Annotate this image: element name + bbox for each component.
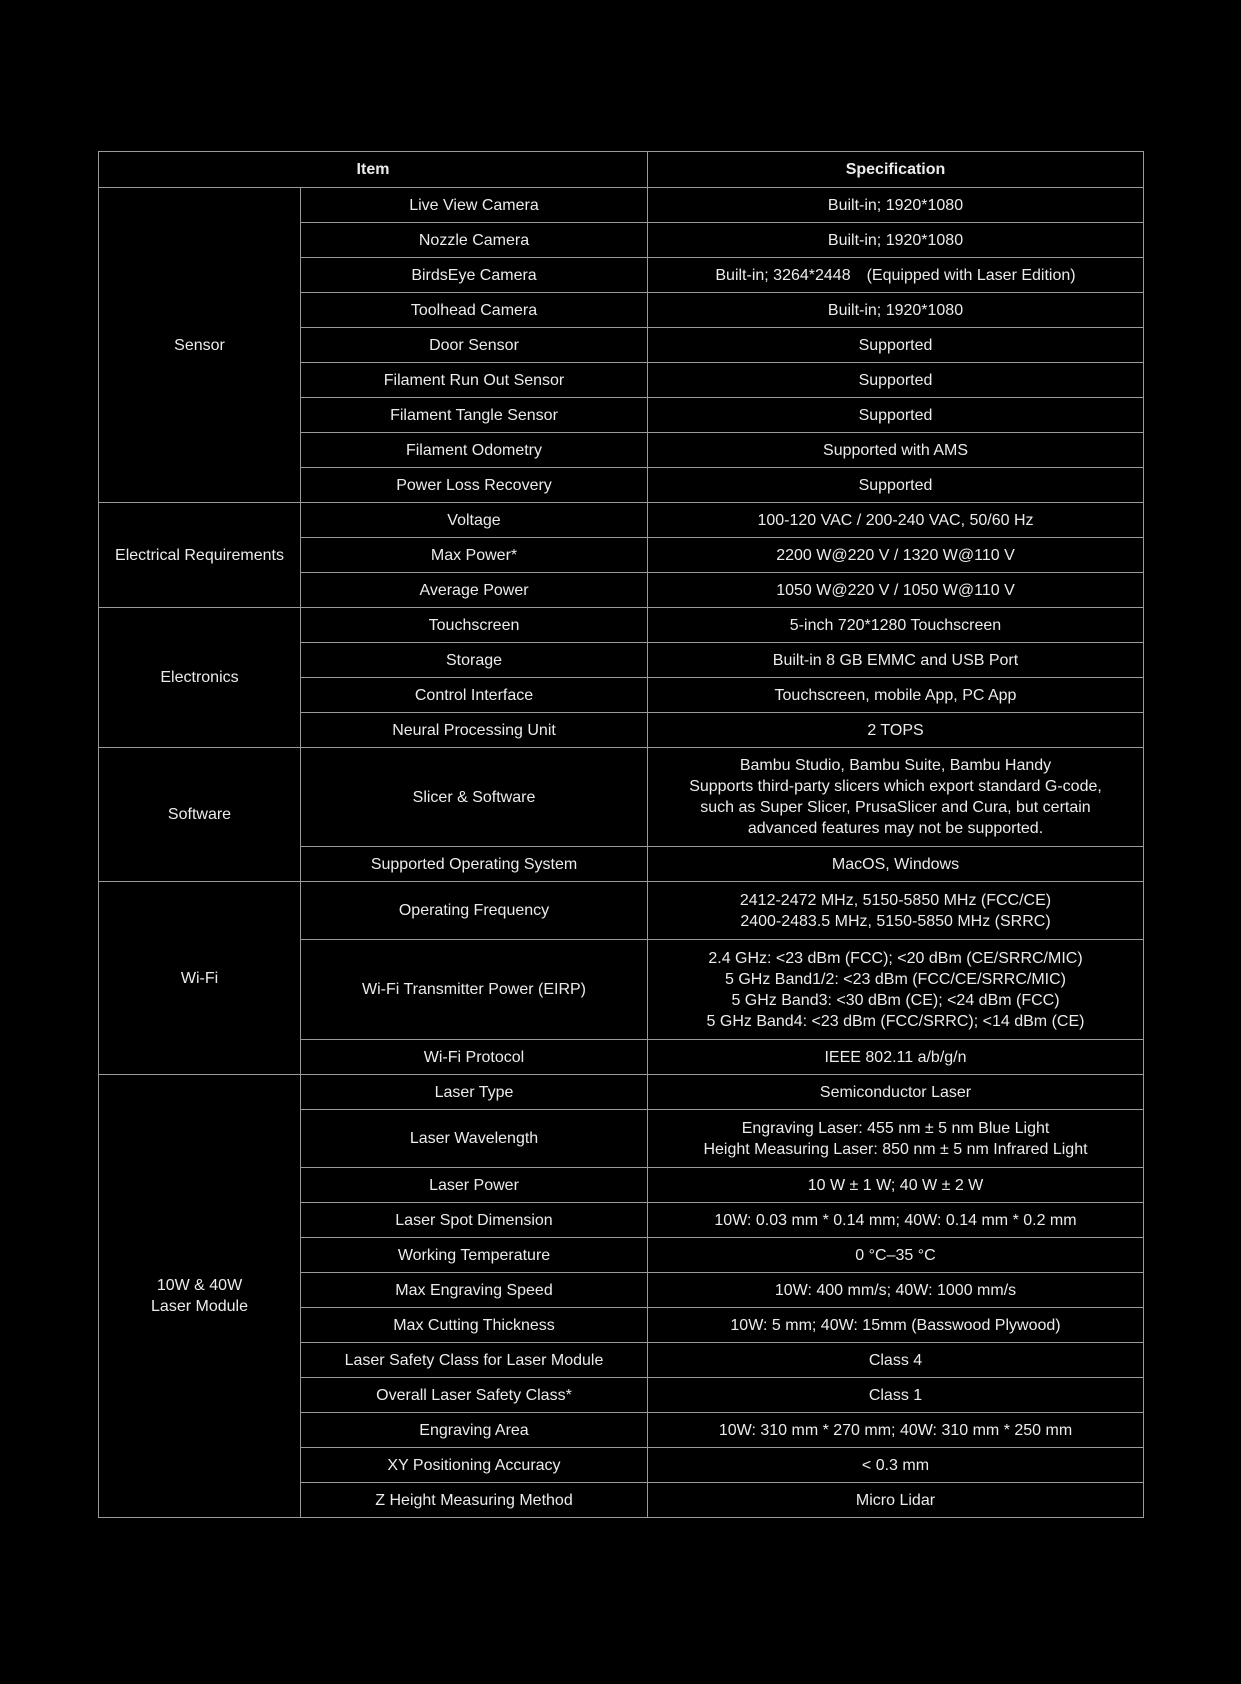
item-header: Item (99, 152, 648, 188)
group-label: Software (99, 748, 301, 882)
item-cell: Touchscreen (301, 608, 648, 643)
spec-cell: Supported (648, 328, 1144, 363)
item-cell: Working Temperature (301, 1238, 648, 1273)
item-cell: Supported Operating System (301, 847, 648, 882)
spec-cell: Engraving Laser: 455 nm ± 5 nm Blue Light Height Measuring Laser: 850 nm ± 5 nm Infrared Light (648, 1110, 1144, 1168)
spec-cell: 2.4 GHz: <23 dBm (FCC); <20 dBm (CE/SRRC/MIC) 5 GHz Band1/2: <23 dBm (FCC/CE/SRRC/MIC) 5 GHz Band3: <30 dBm (CE); <24 dBm (FCC) 5 GHz Band4: <23 dBm (FCC/SRRC); <14 dBm (CE) (648, 940, 1144, 1040)
spec-cell: 2 TOPS (648, 713, 1144, 748)
spec-table (98, 151, 1144, 1518)
table-row (99, 748, 1144, 847)
spec-cell: Bambu Studio, Bambu Suite, Bambu Handy Supports third-party slicers which export standard G-code, such as Super Slicer, PrusaSlicer and Cura, but certain advanced features may not be supported. (648, 748, 1144, 847)
item-cell: Neural Processing Unit (301, 713, 648, 748)
item-cell: Control Interface (301, 678, 648, 713)
item-cell: Laser Power (301, 1168, 648, 1203)
spec-cell: Touchscreen, mobile App, PC App (648, 678, 1144, 713)
table-row (99, 503, 1144, 538)
item-cell: Power Loss Recovery (301, 468, 648, 503)
spec-cell: 5-inch 720*1280 Touchscreen (648, 608, 1144, 643)
group-label: 10W & 40W Laser Module (99, 1075, 301, 1518)
group-label: Wi-Fi (99, 882, 301, 1075)
item-cell: Filament Run Out Sensor (301, 363, 648, 398)
item-cell: Operating Frequency (301, 882, 648, 940)
spec-cell: MacOS, Windows (648, 847, 1144, 882)
item-cell: Z Height Measuring Method (301, 1483, 648, 1518)
spec-cell: Built-in; 1920*1080 (648, 188, 1144, 223)
table-header (99, 152, 1144, 188)
item-cell: Laser Wavelength (301, 1110, 648, 1168)
spec-cell: Micro Lidar (648, 1483, 1144, 1518)
item-cell: BirdsEye Camera (301, 258, 648, 293)
group-label: Electronics (99, 608, 301, 748)
item-cell: Max Engraving Speed (301, 1273, 648, 1308)
item-cell: Max Power* (301, 538, 648, 573)
item-cell: Wi-Fi Protocol (301, 1040, 648, 1075)
table-row (99, 1075, 1144, 1110)
spec-cell: Class 1 (648, 1378, 1144, 1413)
spec-cell: Supported with AMS (648, 433, 1144, 468)
table-row (99, 188, 1144, 223)
specification-header: Specification (648, 152, 1144, 188)
spec-cell: Built-in; 1920*1080 (648, 223, 1144, 258)
spec-cell: 0 °C–35 °C (648, 1238, 1144, 1273)
spec-cell: Class 4 (648, 1343, 1144, 1378)
spec-cell: Supported (648, 363, 1144, 398)
spec-cell: Built-in 8 GB EMMC and USB Port (648, 643, 1144, 678)
item-cell: XY Positioning Accuracy (301, 1448, 648, 1483)
spec-cell: Built-in; 1920*1080 (648, 293, 1144, 328)
item-cell: Average Power (301, 573, 648, 608)
spec-cell: Supported (648, 398, 1144, 433)
item-cell: Overall Laser Safety Class* (301, 1378, 648, 1413)
table-row (99, 608, 1144, 643)
item-cell: Laser Spot Dimension (301, 1203, 648, 1238)
spec-cell: 100-120 VAC / 200-240 VAC, 50/60 Hz (648, 503, 1144, 538)
spec-cell: 10W: 400 mm/s; 40W: 1000 mm/s (648, 1273, 1144, 1308)
group-label: Electrical Requirements (99, 503, 301, 608)
item-cell: Storage (301, 643, 648, 678)
spec-cell: 10 W ± 1 W; 40 W ± 2 W (648, 1168, 1144, 1203)
item-cell: Door Sensor (301, 328, 648, 363)
item-cell: Max Cutting Thickness (301, 1308, 648, 1343)
item-cell: Filament Odometry (301, 433, 648, 468)
header-row (99, 152, 1144, 188)
spec-cell: Semiconductor Laser (648, 1075, 1144, 1110)
spec-cell: 10W: 310 mm * 270 mm; 40W: 310 mm * 250 mm (648, 1413, 1144, 1448)
spec-cell: 10W: 0.03 mm * 0.14 mm; 40W: 0.14 mm * 0.2 mm (648, 1203, 1144, 1238)
item-cell: Laser Type (301, 1075, 648, 1110)
spec-cell: 1050 W@220 V / 1050 W@110 V (648, 573, 1144, 608)
item-cell: Filament Tangle Sensor (301, 398, 648, 433)
item-cell: Voltage (301, 503, 648, 538)
item-cell: Toolhead Camera (301, 293, 648, 328)
spec-cell: 10W: 5 mm; 40W: 15mm (Basswood Plywood) (648, 1308, 1144, 1343)
item-cell: Nozzle Camera (301, 223, 648, 258)
spec-cell: 2412-2472 MHz, 5150-5850 MHz (FCC/CE) 2400-2483.5 MHz, 5150-5850 MHz (SRRC) (648, 882, 1144, 940)
item-cell: Engraving Area (301, 1413, 648, 1448)
item-cell: Live View Camera (301, 188, 648, 223)
spec-cell: 2200 W@220 V / 1320 W@110 V (648, 538, 1144, 573)
spec-cell: Built-in; 3264*2448 (Equipped with Laser Edition) (648, 258, 1144, 293)
spec-cell: Supported (648, 468, 1144, 503)
group-label: Sensor (99, 188, 301, 503)
item-cell: Laser Safety Class for Laser Module (301, 1343, 648, 1378)
spec-cell: IEEE 802.11 a/b/g/n (648, 1040, 1144, 1075)
table-body (99, 188, 1144, 1518)
table-row (99, 882, 1144, 940)
spec-cell: < 0.3 mm (648, 1448, 1144, 1483)
item-cell: Wi-Fi Transmitter Power (EIRP) (301, 940, 648, 1040)
item-cell: Slicer & Software (301, 748, 648, 847)
